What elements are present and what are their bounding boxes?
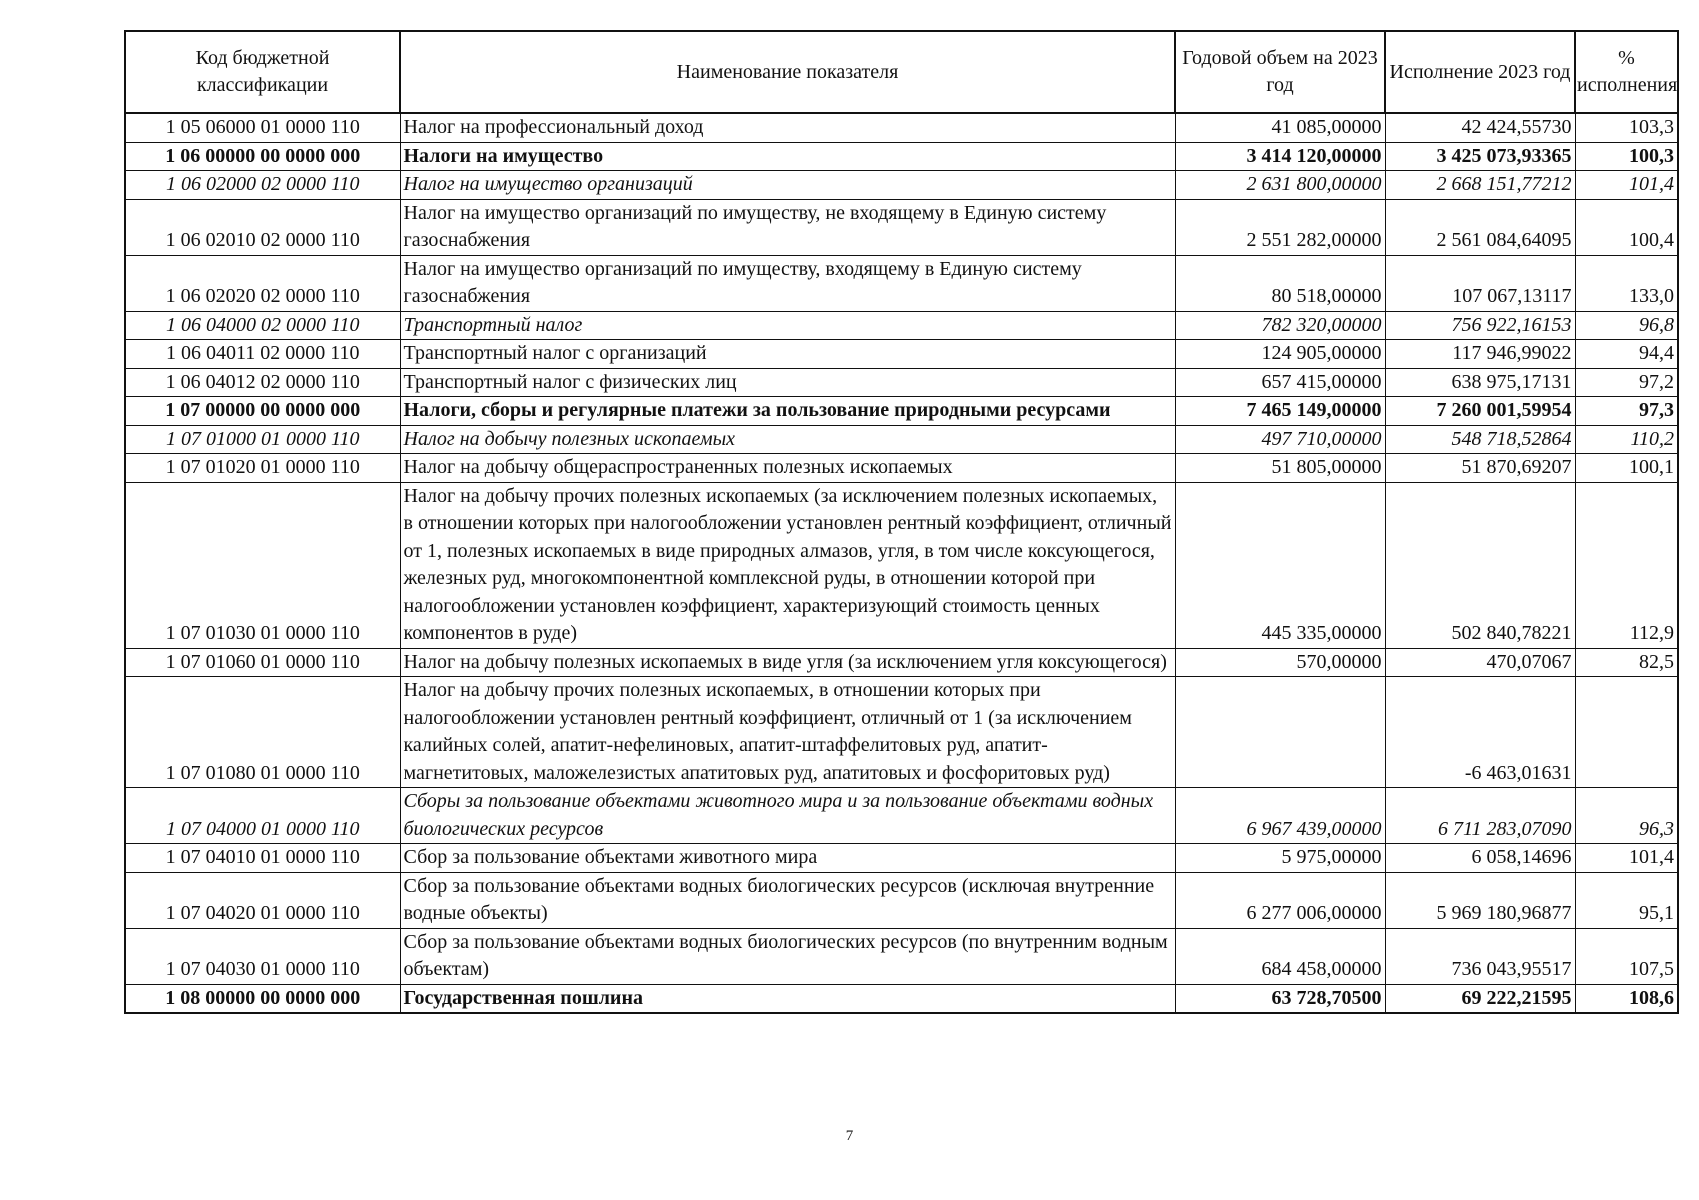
cell-code: 1 07 04010 01 0000 110 [125, 844, 400, 873]
cell-percent: 107,5 [1575, 928, 1678, 984]
cell-percent: 95,1 [1575, 872, 1678, 928]
cell-code: 1 05 06000 01 0000 110 [125, 113, 400, 142]
cell-code: 1 07 01020 01 0000 110 [125, 454, 400, 483]
cell-plan: 2 631 800,00000 [1175, 171, 1385, 200]
cell-plan: 3 414 120,00000 [1175, 142, 1385, 171]
cell-code: 1 07 04000 01 0000 110 [125, 788, 400, 844]
header-plan: Годовой объем на 2023 год [1175, 31, 1385, 113]
header-percent: % исполнения [1575, 31, 1678, 113]
cell-percent: 101,4 [1575, 844, 1678, 873]
header-code: Код бюджетной классификации [125, 31, 400, 113]
cell-plan: 570,00000 [1175, 648, 1385, 677]
table-row [125, 425, 1678, 454]
budget-execution-table [124, 30, 1679, 1014]
cell-exec: 69 222,21595 [1385, 984, 1575, 1013]
cell-name: Транспортный налог с физических лиц [400, 368, 1175, 397]
cell-percent: 97,3 [1575, 397, 1678, 426]
cell-name: Налоги, сборы и регулярные платежи за пользование природными ресурсами [400, 397, 1175, 426]
cell-plan: 124 905,00000 [1175, 340, 1385, 369]
cell-name: Налог на имущество организаций [400, 171, 1175, 200]
cell-percent: 82,5 [1575, 648, 1678, 677]
table-body [125, 113, 1678, 1013]
cell-name: Налог на добычу общераспространенных полезных ископаемых [400, 454, 1175, 483]
table-row [125, 340, 1678, 369]
cell-name: Налог на имущество организаций по имуществу, входящему в Единую систему газоснабжения [400, 255, 1175, 311]
cell-percent: 96,8 [1575, 311, 1678, 340]
table-row [125, 788, 1678, 844]
cell-name: Налоги на имущество [400, 142, 1175, 171]
cell-plan: 6 967 439,00000 [1175, 788, 1385, 844]
cell-percent: 101,4 [1575, 171, 1678, 200]
cell-exec: 548 718,52864 [1385, 425, 1575, 454]
cell-percent: 133,0 [1575, 255, 1678, 311]
table-row [125, 928, 1678, 984]
cell-plan: 2 551 282,00000 [1175, 199, 1385, 255]
table-row [125, 844, 1678, 873]
table-row [125, 984, 1678, 1013]
cell-exec: 7 260 001,59954 [1385, 397, 1575, 426]
cell-code: 1 07 01000 01 0000 110 [125, 425, 400, 454]
cell-percent: 110,2 [1575, 425, 1678, 454]
cell-exec: 2 668 151,77212 [1385, 171, 1575, 200]
cell-name: Налог на профессиональный доход [400, 113, 1175, 142]
cell-plan: 445 335,00000 [1175, 482, 1385, 648]
cell-plan: 7 465 149,00000 [1175, 397, 1385, 426]
cell-percent: 100,3 [1575, 142, 1678, 171]
cell-code: 1 07 04020 01 0000 110 [125, 872, 400, 928]
cell-exec: 470,07067 [1385, 648, 1575, 677]
cell-code: 1 06 02010 02 0000 110 [125, 199, 400, 255]
cell-name: Транспортный налог [400, 311, 1175, 340]
cell-percent: 108,6 [1575, 984, 1678, 1013]
cell-name: Сбор за пользование объектами водных биологических ресурсов (по внутренним водным объектам) [400, 928, 1175, 984]
cell-code: 1 08 00000 00 0000 000 [125, 984, 400, 1013]
cell-exec: 502 840,78221 [1385, 482, 1575, 648]
cell-name: Налог на добычу прочих полезных ископаемых (за исключением полезных ископаемых, в отношении которых при налогообложении установлен рентный коэффициент, отличный от 1, полезных ископаемых в виде природных алмазов, угля, в том числе коксующегося, железных руд, многокомпонентной комплексной руды, в отношении которой при налогообложении установлен коэффициент, характеризующий стоимость ценных компонентов в руде) [400, 482, 1175, 648]
cell-code: 1 07 00000 00 0000 000 [125, 397, 400, 426]
cell-plan: 684 458,00000 [1175, 928, 1385, 984]
cell-code: 1 07 04030 01 0000 110 [125, 928, 400, 984]
cell-exec: 51 870,69207 [1385, 454, 1575, 483]
cell-percent: 94,4 [1575, 340, 1678, 369]
cell-plan: 6 277 006,00000 [1175, 872, 1385, 928]
header-exec: Исполнение 2023 год [1385, 31, 1575, 113]
cell-exec: 2 561 084,64095 [1385, 199, 1575, 255]
cell-plan: 41 085,00000 [1175, 113, 1385, 142]
cell-percent: 103,3 [1575, 113, 1678, 142]
cell-name: Государственная пошлина [400, 984, 1175, 1013]
cell-code: 1 06 04011 02 0000 110 [125, 340, 400, 369]
table-header-row [125, 31, 1678, 113]
cell-name: Налог на имущество организаций по имуществу, не входящему в Единую систему газоснабжения [400, 199, 1175, 255]
cell-name: Сбор за пользование объектами животного мира [400, 844, 1175, 873]
header-name: Наименование показателя [400, 31, 1175, 113]
cell-name: Налог на добычу прочих полезных ископаемых, в отношении которых при налогообложении установлен рентный коэффициент, отличный от 1 (за исключением калийных солей, апатит-нефелиновых, апатит-штаффелитовых руд, апатит-магнетитовых, маложелезистых апатитовых руд, апатитовых и фосфоритовых руд) [400, 677, 1175, 788]
table-row [125, 311, 1678, 340]
table-row [125, 872, 1678, 928]
cell-percent [1575, 677, 1678, 788]
table-row [125, 397, 1678, 426]
cell-code: 1 06 00000 00 0000 000 [125, 142, 400, 171]
cell-exec: 6 711 283,07090 [1385, 788, 1575, 844]
table-row [125, 199, 1678, 255]
cell-plan: 657 415,00000 [1175, 368, 1385, 397]
cell-exec: 117 946,99022 [1385, 340, 1575, 369]
cell-name: Сбор за пользование объектами водных биологических ресурсов (исключая внутренние водные объекты) [400, 872, 1175, 928]
table-row [125, 482, 1678, 648]
cell-code: 1 07 01080 01 0000 110 [125, 677, 400, 788]
cell-plan: 782 320,00000 [1175, 311, 1385, 340]
table-row [125, 677, 1678, 788]
cell-percent: 97,2 [1575, 368, 1678, 397]
cell-exec: 3 425 073,93365 [1385, 142, 1575, 171]
page-number: 7 [845, 1128, 854, 1144]
cell-name: Налог на добычу полезных ископаемых в виде угля (за исключением угля коксующегося) [400, 648, 1175, 677]
cell-code: 1 06 02020 02 0000 110 [125, 255, 400, 311]
table-row [125, 171, 1678, 200]
cell-name: Налог на добычу полезных ископаемых [400, 425, 1175, 454]
cell-exec: 638 975,17131 [1385, 368, 1575, 397]
cell-percent: 100,4 [1575, 199, 1678, 255]
cell-plan: 497 710,00000 [1175, 425, 1385, 454]
table-row [125, 142, 1678, 171]
cell-exec: 107 067,13117 [1385, 255, 1575, 311]
cell-exec: 756 922,16153 [1385, 311, 1575, 340]
cell-exec: 736 043,95517 [1385, 928, 1575, 984]
table-row [125, 454, 1678, 483]
cell-exec: 6 058,14696 [1385, 844, 1575, 873]
table-row [125, 368, 1678, 397]
cell-plan: 63 728,70500 [1175, 984, 1385, 1013]
cell-exec: 5 969 180,96877 [1385, 872, 1575, 928]
cell-percent: 100,1 [1575, 454, 1678, 483]
cell-code: 1 06 04012 02 0000 110 [125, 368, 400, 397]
cell-name: Сборы за пользование объектами животного мира и за пользование объектами водных биологических ресурсов [400, 788, 1175, 844]
budget-table-container [124, 30, 1677, 1014]
table-row [125, 648, 1678, 677]
cell-plan: 51 805,00000 [1175, 454, 1385, 483]
cell-code: 1 07 01030 01 0000 110 [125, 482, 400, 648]
cell-percent: 96,3 [1575, 788, 1678, 844]
table-row [125, 255, 1678, 311]
cell-code: 1 06 02000 02 0000 110 [125, 171, 400, 200]
cell-percent: 112,9 [1575, 482, 1678, 648]
cell-code: 1 07 01060 01 0000 110 [125, 648, 400, 677]
cell-plan [1175, 677, 1385, 788]
table-row [125, 113, 1678, 142]
cell-name: Транспортный налог с организаций [400, 340, 1175, 369]
cell-plan: 80 518,00000 [1175, 255, 1385, 311]
cell-code: 1 06 04000 02 0000 110 [125, 311, 400, 340]
cell-exec: -6 463,01631 [1385, 677, 1575, 788]
cell-exec: 42 424,55730 [1385, 113, 1575, 142]
cell-plan: 5 975,00000 [1175, 844, 1385, 873]
